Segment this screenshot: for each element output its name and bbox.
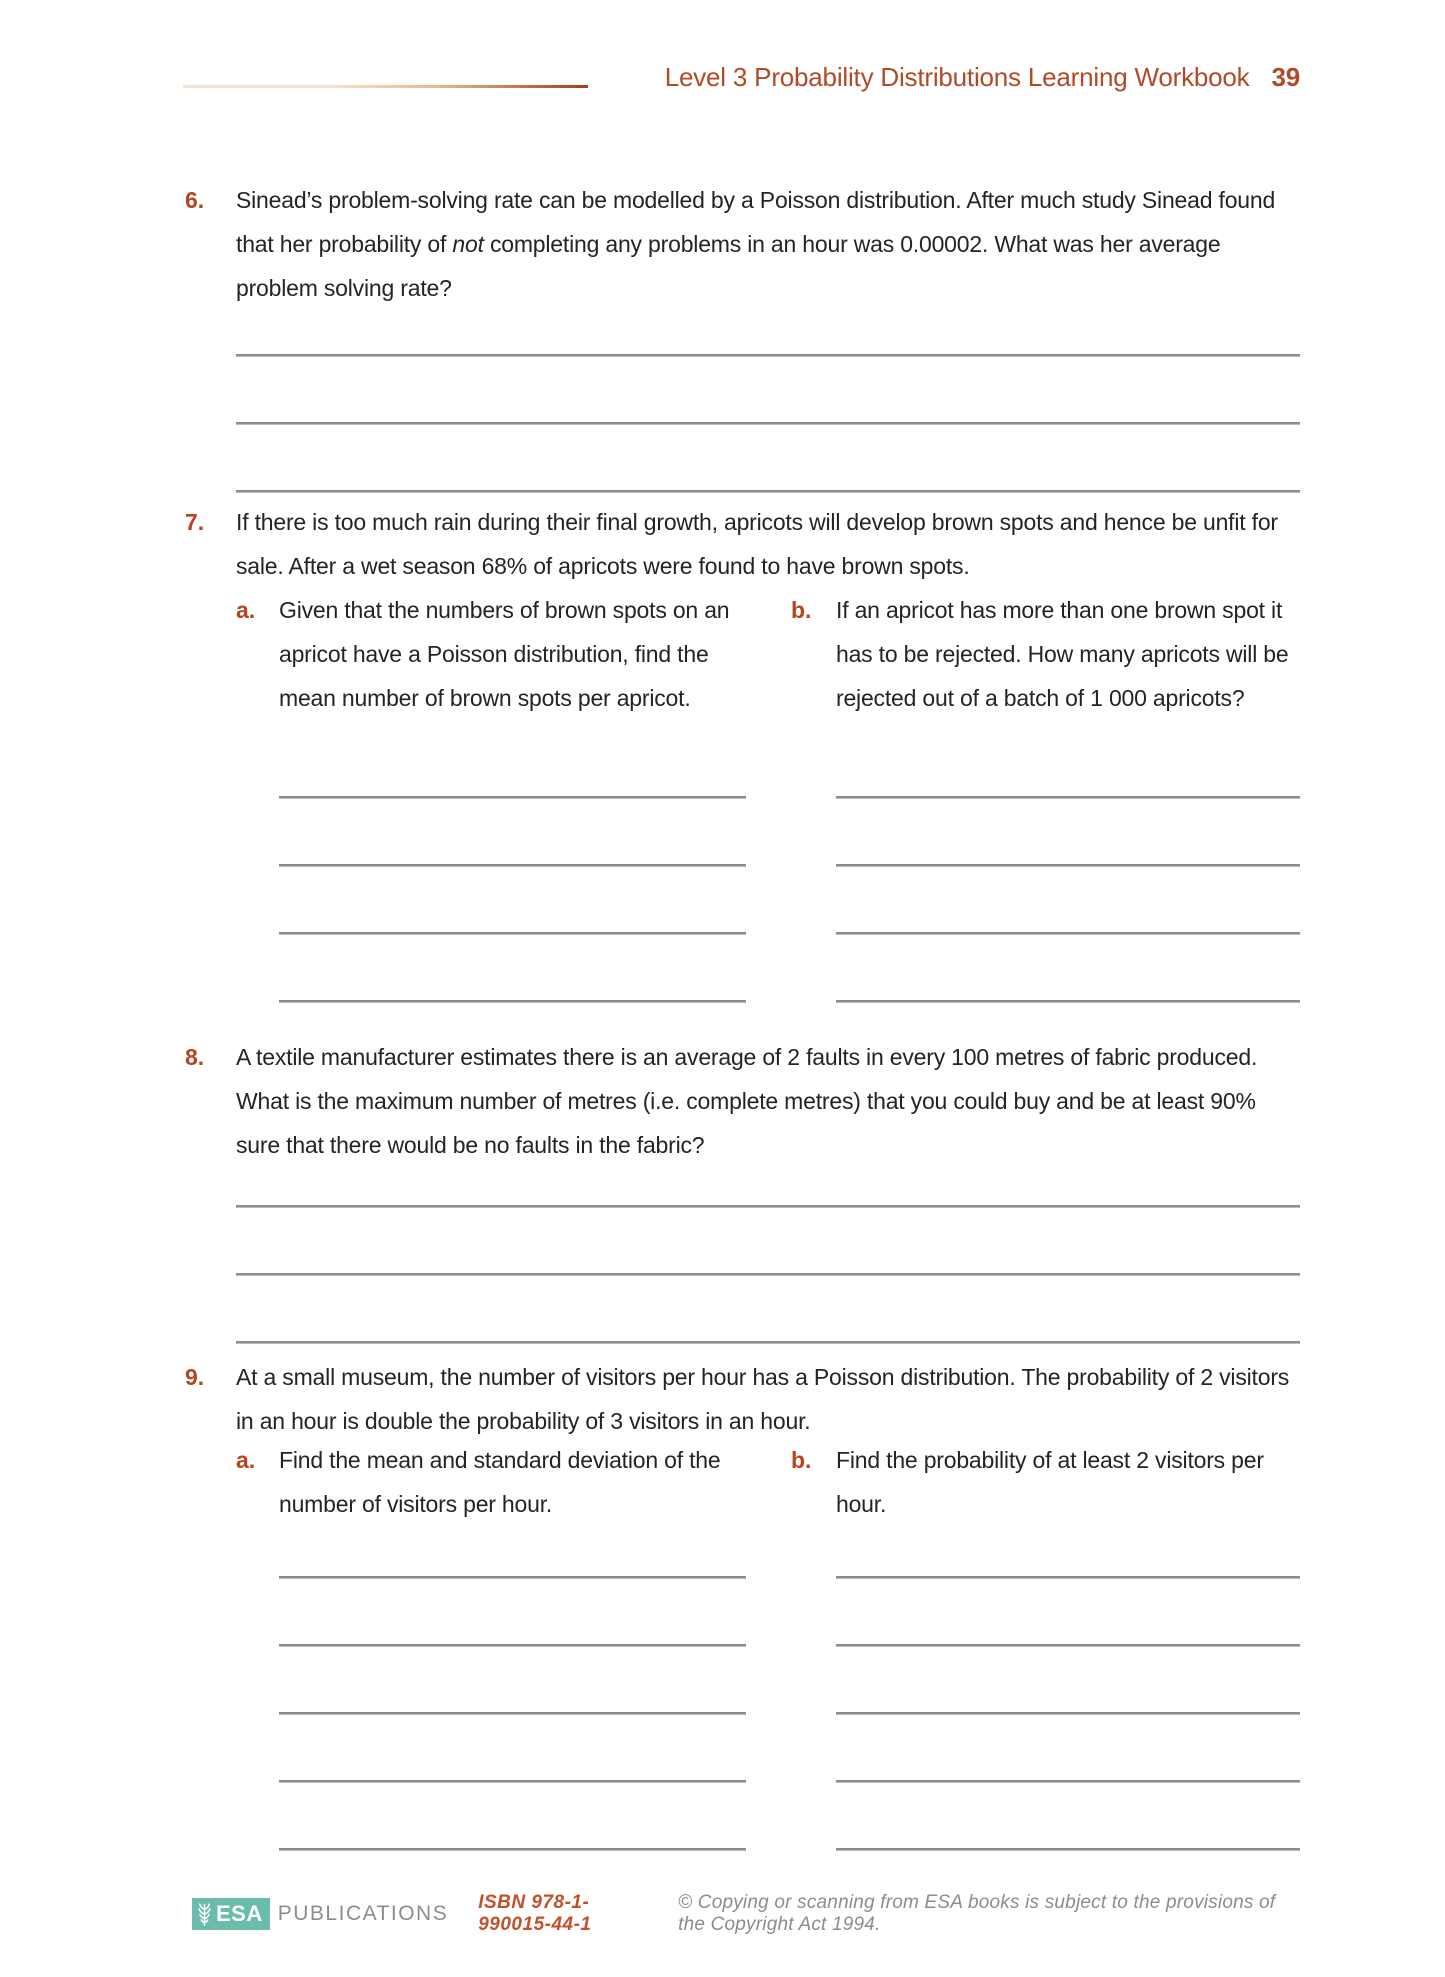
question-9a-label: a. <box>236 1447 256 1473</box>
answer-line <box>236 354 1300 357</box>
answer-line <box>236 422 1300 425</box>
answer-line <box>279 864 746 867</box>
answer-line <box>236 1205 1300 1208</box>
question-7a-label: a. <box>236 597 256 623</box>
fern-icon <box>196 1901 213 1928</box>
question-8-number: 8. <box>185 1044 205 1070</box>
question-7-number: 7. <box>185 509 205 535</box>
question-7-text: If there is too much rain during their final growth, apricots will develop brown spots and hence be unfit for sale. After a wet season 68% of apricots were found to have brown spots. <box>236 509 1278 579</box>
answer-line <box>836 932 1300 935</box>
answer-line <box>279 1848 746 1851</box>
page-footer <box>192 1892 1302 1935</box>
answer-line <box>279 1644 746 1647</box>
question-6-number: 6. <box>185 187 205 213</box>
question-6-text-part1: Sinead’s problem-solving rate can be modelled by a Poisson distribution. After much study Sinead found that her probability of <box>236 187 1276 257</box>
answer-line <box>279 1576 746 1579</box>
question-6-italic-word: not <box>452 231 484 257</box>
answer-line <box>836 864 1300 867</box>
answer-line <box>836 1576 1300 1579</box>
answer-line <box>279 1780 746 1783</box>
answer-line <box>836 1000 1300 1003</box>
question-9b-label: b. <box>791 1447 812 1473</box>
question-8-text: A textile manufacturer estimates there is an average of 2 faults in every 100 metres of fabric produced. What is the maximum number of metres (i.e. complete metres) that you could buy and be at least 90% sure that there would be no faults in the fabric? <box>236 1044 1258 1158</box>
publisher-label: PUBLICATIONS <box>277 1902 449 1925</box>
answer-line <box>279 1000 746 1003</box>
answer-line <box>236 490 1300 493</box>
answer-line <box>279 1712 746 1715</box>
answer-line <box>836 1712 1300 1715</box>
answer-line <box>279 932 746 935</box>
question-6-text <box>236 178 1302 310</box>
question-7b-label: b. <box>791 597 812 623</box>
question-9-text: At a small museum, the number of visitors per hour has a Poisson distribution. The probability of 2 visitors in an hour is double the probability of 3 visitors in an hour. <box>236 1364 1290 1434</box>
question-6-text-part2: completing any problems in an hour was 0.00002. What was her average problem solving rate? <box>236 231 1221 301</box>
question-9-number: 9. <box>185 1364 205 1390</box>
question-7b-text: If an apricot has more than one brown spot it has to be rejected. How many apricots will be rejected out of a batch of 1 000 apricots? <box>836 597 1289 711</box>
page-header <box>500 62 1300 93</box>
page-number: 39 <box>1271 62 1300 92</box>
answer-line <box>836 1780 1300 1783</box>
answer-line <box>836 1644 1300 1647</box>
answer-line <box>236 1273 1300 1276</box>
question-7a-text: Given that the numbers of brown spots on an apricot have a Poisson distribution, find the mean number of brown spots per apricot. <box>279 597 730 711</box>
answer-line <box>836 1848 1300 1851</box>
esa-logo <box>192 1898 270 1930</box>
copyright-notice: © Copying or scanning from ESA books is subject to the provisions of the Copyright Act 1994. <box>678 1892 1276 1935</box>
esa-logo-text: ESA <box>216 1901 263 1926</box>
answer-line <box>836 796 1300 799</box>
answer-line <box>236 1341 1300 1344</box>
answer-line <box>279 796 746 799</box>
header-title: Level 3 Probability Distributions Learning Workbook <box>664 62 1250 92</box>
question-9a-text: Find the mean and standard deviation of the number of visitors per hour. <box>279 1447 721 1517</box>
question-9b-text: Find the probability of at least 2 visitors per hour. <box>836 1447 1264 1517</box>
isbn-label: ISBN 978-1-990015-44-1 <box>478 1892 592 1935</box>
